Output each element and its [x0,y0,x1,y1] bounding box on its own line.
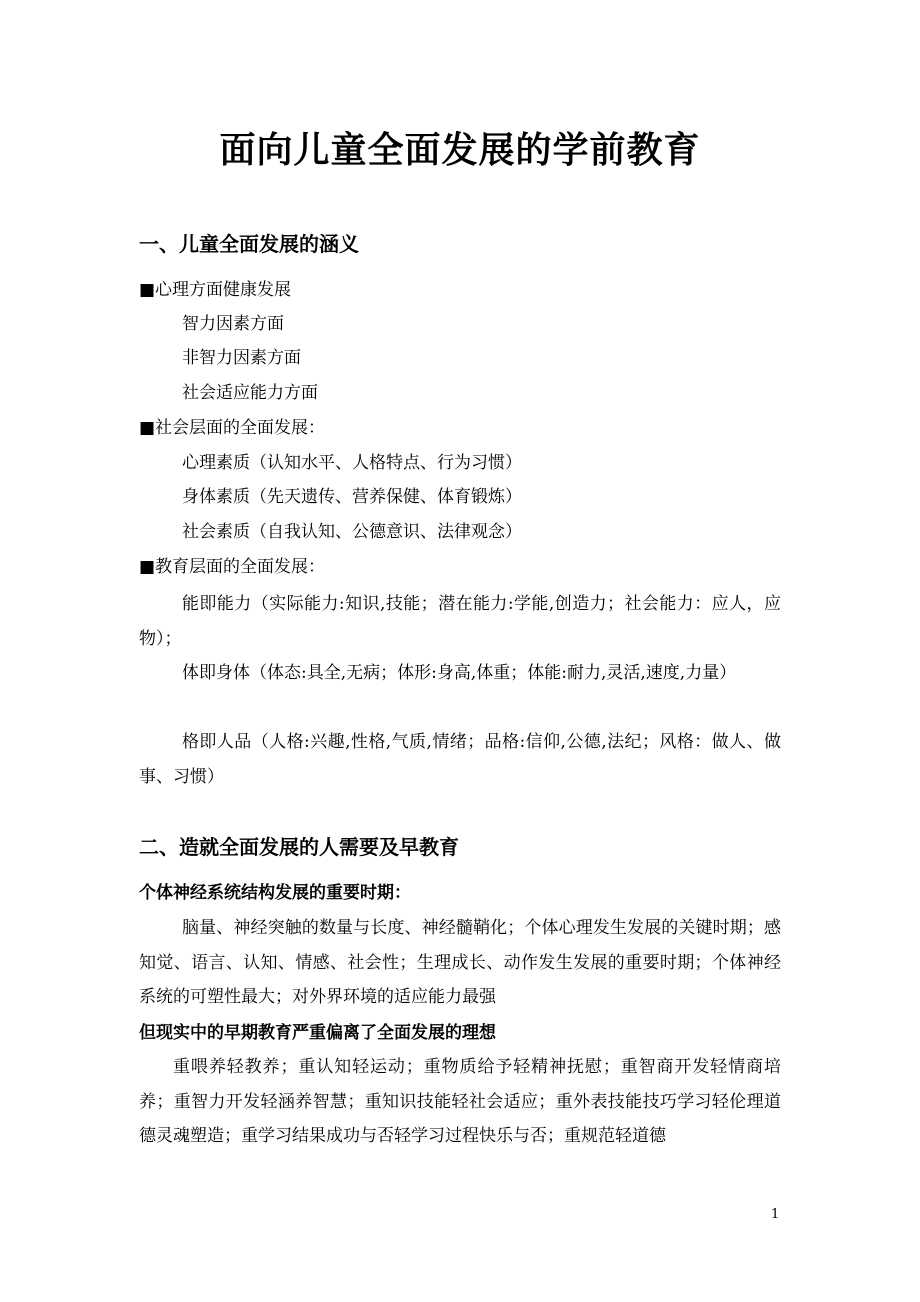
list-item: 身体素质（先天遗传、营养保健、体育锻炼） [182,487,522,507]
paragraph-early-education-deviation: 重喂养轻教养；重认知轻运动；重物质给予轻精神抚慰；重智商开发轻情商培养；重智力开发轻涵养智慧；重知识技能轻社会适应；重外表技能技巧学习轻伦理道德灵魂塑造；重学习结果成功与否轻学习过程快乐与否；重规范轻道德 [139,1057,781,1146]
list-item: 社会素质（自我认知、公德意识、法律观念） [182,522,522,542]
list-item: 智力因素方面 [182,314,284,334]
list-item: 心理素质（认知水平、人格特点、行为习惯） [182,453,522,473]
subheading-early-education-deviation: 但现实中的早期教育严重偏离了全面发展的理想 [139,1023,496,1043]
bullet-educational-development: ■教育层面的全面发展： [139,557,326,577]
document-title: 面向儿童全面发展的学前教育 [219,130,701,171]
list-item: 社会适应能力方面 [182,383,318,403]
education-item-ability: 能即能力（实际能力:知识,技能；潜在能力:学能,创造力；社会能力：应人，应物）； [139,594,781,649]
education-item-body: 体即身体（体态:具全,无病；体形:身高,体重；体能:耐力,灵活,速度,力量） [182,663,737,683]
bullet-social-development: ■社会层面的全面发展： [139,418,326,438]
section-heading-1: 一、儿童全面发展的涵义 [139,232,359,256]
section-heading-2: 二、造就全面发展的人需要及早教育 [139,835,459,859]
page-number: 1 [771,1207,780,1222]
bullet-psychological-development: ■心理方面健康发展 [139,280,292,300]
paragraph-neural-development: 脑量、神经突触的数量与长度、神经髓鞘化；个体心理发生发展的关键时期；感知觉、语言、认知、情感、社会性；生理成长、动作发生发展的重要时期；个体神经系统的可塑性最大；对外界环境的适应能力最强 [139,918,781,1007]
list-item: 非智力因素方面 [182,348,301,368]
subheading-neural-development: 个体神经系统结构发展的重要时期： [139,883,411,903]
education-item-character: 格即人品（人格:兴趣,性格,气质,情绪；品格:信仰,公德,法纪；风格：做人、做事、习惯） [139,732,781,787]
